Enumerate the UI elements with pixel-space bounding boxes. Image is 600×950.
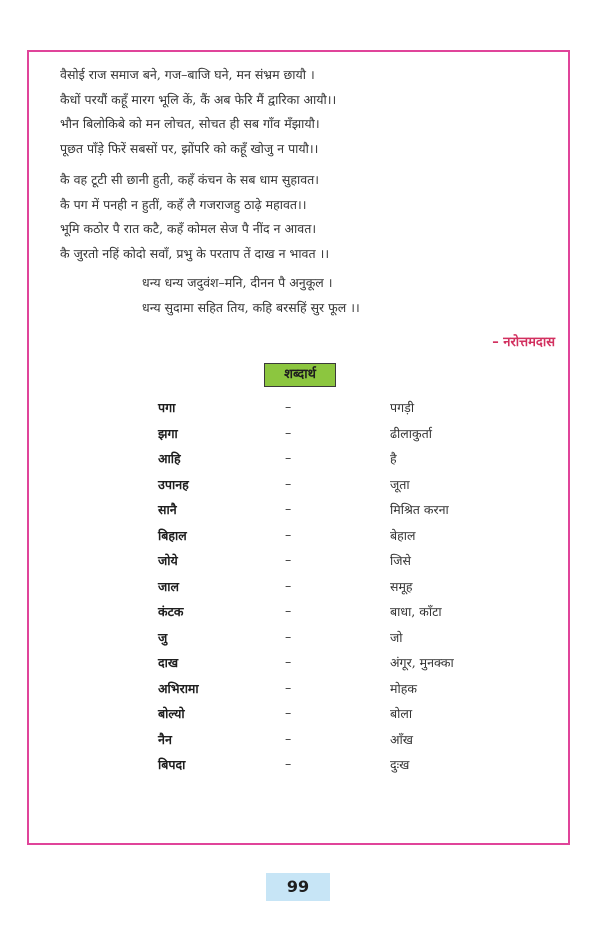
glossary-dash: – (285, 424, 292, 440)
glossary-meaning: जिसे (390, 553, 411, 568)
poem-line: भौन बिलोकिबे को मन लोचत, सोचत ही सब गाँव मँझायौ। (60, 116, 320, 131)
glossary-meaning: समूह (390, 578, 413, 594)
glossary-row (0, 654, 600, 680)
glossary-term: जोये (158, 553, 178, 568)
glossary-row (0, 527, 600, 553)
glossary-dash: – (285, 628, 292, 644)
glossary-heading: शब्दार्थ (264, 363, 336, 387)
glossary-term: बिहाल (158, 527, 187, 543)
glossary-dash: – (285, 756, 292, 771)
glossary-term: कंटक (158, 604, 184, 619)
poem-line: कैधों परयौं कहूँ मारग भूलि कें, कैं अब फेरि मैं द्वारिका आयौ।। (60, 91, 337, 107)
glossary-meaning: ढीलाकुर्ता (390, 425, 432, 441)
glossary-row (0, 552, 600, 578)
glossary-dash: – (285, 705, 292, 720)
glossary-row (0, 425, 600, 451)
glossary-meaning: बाधा, काँटा (390, 604, 442, 619)
glossary-dash: – (285, 399, 292, 414)
glossary-list (0, 399, 600, 782)
glossary-dash: – (285, 577, 292, 593)
glossary-row (0, 731, 600, 757)
author-name: – नरोत्तमदास (492, 335, 555, 350)
glossary-dash: – (285, 730, 292, 746)
couplet-line: धन्य सुदामा सहित तिय, कहि बरसहिं सुर फूल ।। (142, 299, 360, 315)
poem-couplet (142, 271, 522, 320)
glossary-meaning: है (390, 451, 397, 466)
glossary-meaning: बोला (390, 706, 413, 721)
glossary-dash: – (285, 603, 292, 618)
glossary-term: आहि (158, 451, 181, 466)
glossary-row (0, 399, 600, 425)
glossary-row (0, 603, 600, 629)
glossary-meaning: मिश्रित करना (390, 502, 449, 517)
glossary-term: बोल्यो (158, 706, 185, 721)
glossary-row (0, 501, 600, 527)
glossary-meaning: जो (390, 629, 403, 645)
glossary-dash: – (285, 501, 292, 516)
poem-stanza-1 (60, 63, 440, 161)
glossary-meaning: बेहाल (390, 527, 416, 543)
poem-stanza-2 (60, 168, 440, 266)
poem-line: कै पग में पनही न हुतीं, कहँ लै गजराजहु ठाढ़े महावत।। (60, 196, 307, 212)
glossary-term: अभिरामा (158, 680, 199, 696)
glossary-term: जु (158, 629, 168, 645)
glossary-row (0, 578, 600, 604)
glossary-meaning: दुःख (390, 757, 410, 772)
glossary-term: सानै (158, 502, 177, 517)
glossary-term: बिपदा (158, 757, 186, 772)
glossary-meaning: आँख (390, 731, 414, 747)
glossary-term: दाख (158, 655, 179, 670)
glossary-meaning: मोहक (390, 680, 417, 696)
poem-line: कै जुरतो नहिं कोदो सवाँ, प्रभु के परताप तें दाख न भावत ।। (60, 245, 330, 261)
glossary-row (0, 476, 600, 502)
glossary-dash: – (285, 450, 292, 465)
glossary-row (0, 756, 600, 782)
glossary-meaning: जूता (390, 476, 410, 492)
glossary-dash: – (285, 475, 292, 491)
glossary-dash: – (285, 679, 292, 695)
glossary-dash: – (285, 552, 292, 567)
glossary-row (0, 680, 600, 706)
glossary-row (0, 629, 600, 655)
poem-line: भूमि कठोर पै रात कटै, कहँ कोमल सेज पै नींद न आवत। (60, 221, 317, 236)
poem-line: वैसोई राज समाज बने, गज–बाजि घने, मन संभ्रम छायौ । (60, 67, 315, 82)
glossary-dash: – (285, 526, 292, 542)
glossary-term: झगा (158, 425, 178, 441)
page-number: 99 (266, 873, 330, 901)
glossary-term: पगा (158, 400, 176, 415)
poem-line: पूछत पाँड़े फिरें सबसों पर, झोंपरि को कहूँ खोजु न पायौ।। (60, 140, 319, 156)
glossary-row (0, 705, 600, 731)
poem-line: कै वह टूटी सी छानी हुती, कहँ कंचन के सब धाम सुहावत। (60, 172, 320, 187)
glossary-meaning: अंगूर, मुनक्का (390, 655, 454, 670)
glossary-meaning: पगड़ी (390, 400, 415, 415)
couplet-line: धन्य धन्य जदुवंश–मनि, दीनन पै अनुकूल । (142, 275, 333, 290)
glossary-term: जाल (158, 578, 179, 594)
glossary-dash: – (285, 654, 292, 669)
glossary-term: नैन (158, 731, 172, 747)
glossary-row (0, 450, 600, 476)
glossary-term: उपानह (158, 476, 189, 492)
